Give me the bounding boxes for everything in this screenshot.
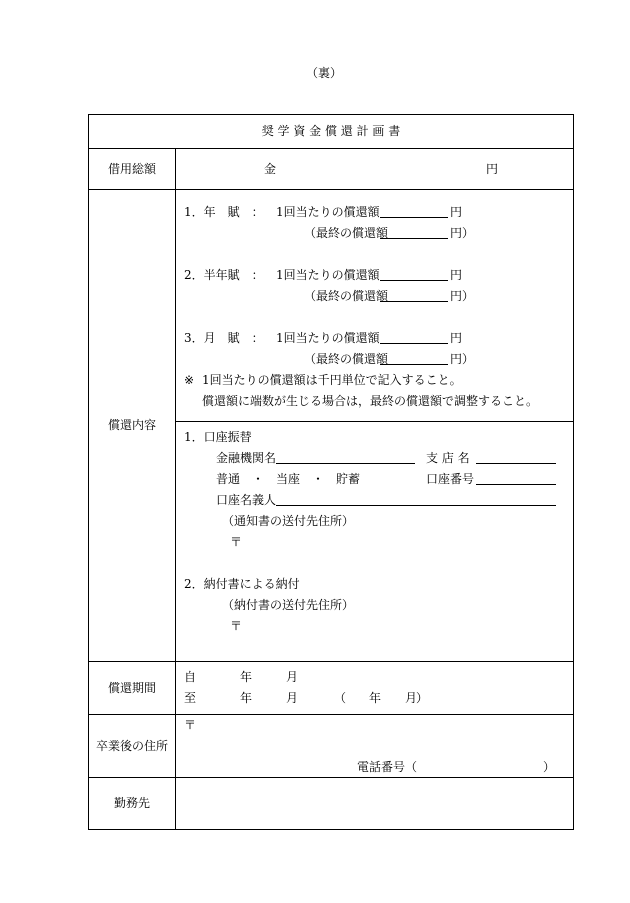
- transfer-heading: 1．口座振替: [184, 430, 252, 444]
- total-yen: 円: [486, 162, 499, 176]
- phone-close: ）: [543, 760, 556, 774]
- address-postal-mark: 〒: [184, 718, 197, 732]
- form-title: 奨 学 資 金 償 還 計 画 書: [261, 124, 401, 138]
- period-to: 至: [184, 691, 197, 705]
- rule-period: [89, 714, 573, 715]
- annual-per: 1回当たりの償還額: [276, 205, 380, 219]
- bank-label: 金融機関名: [216, 451, 277, 465]
- annual-last-line[interactable]: [380, 226, 448, 239]
- rule-total: [89, 189, 573, 190]
- workplace-label: 勤務先: [113, 796, 150, 810]
- branch-label: 支 店 名: [426, 451, 470, 465]
- monthly-per: 1回当たりの償還額: [276, 331, 380, 345]
- total-kin: 金: [264, 162, 277, 176]
- semi-per-line[interactable]: [380, 268, 448, 281]
- note-line2: 償還額に端数が生じる場合は，最終の償還額で調整すること。: [202, 394, 539, 408]
- period-to-year: 年: [240, 691, 253, 705]
- note-line1: 1回当たりの償還額は千円単位で記入すること。: [202, 373, 462, 387]
- period-duration-close: ）: [416, 691, 429, 705]
- bank-line[interactable]: [276, 451, 415, 464]
- rule-address: [89, 777, 573, 778]
- monthly-item: 3．月 賦 ：: [184, 331, 264, 345]
- slip-postal-mark: 〒: [230, 619, 243, 633]
- repayment-plan-form: [88, 114, 574, 830]
- monthly-per-yen: 円: [450, 331, 463, 345]
- semi-last-line[interactable]: [380, 289, 448, 302]
- notice-address-label: （通知書の送付先住所）: [222, 514, 355, 528]
- slip-address-label: （納付書の送付先住所）: [222, 598, 355, 612]
- annual-per-line[interactable]: [380, 205, 448, 218]
- monthly-last-yen: 円）: [450, 352, 475, 366]
- account-number-line[interactable]: [476, 472, 556, 485]
- phone-label: 電話番号（: [357, 760, 418, 774]
- semi-last: （最終の償還額: [304, 289, 389, 303]
- period-duration-open: （: [334, 691, 347, 705]
- monthly-per-line[interactable]: [380, 331, 448, 344]
- account-number-label: 口座番号: [426, 472, 475, 486]
- total-label: 借用総額: [107, 162, 156, 176]
- semi-last-yen: 円）: [450, 289, 475, 303]
- account-holder-line[interactable]: [276, 493, 556, 506]
- monthly-last-line[interactable]: [380, 352, 448, 365]
- page-side-label: （裏）: [306, 66, 343, 80]
- monthly-last: （最終の償還額: [304, 352, 389, 366]
- rule-repay-split: [175, 421, 573, 422]
- annual-item: 1．年 賦 ：: [184, 205, 264, 219]
- slip-heading: 2．納付書による納付: [184, 577, 300, 591]
- note-mark: ※: [184, 373, 195, 387]
- rule-content: [89, 661, 573, 662]
- period-duration-month: 月: [405, 691, 418, 705]
- period-duration-year: 年: [369, 691, 382, 705]
- semi-per: 1回当たりの償還額: [276, 268, 380, 282]
- account-type-options[interactable]: 普通 ・ 当座 ・ 貯蓄: [216, 472, 361, 486]
- period-from: 自: [184, 670, 197, 684]
- notice-postal-mark: 〒: [230, 535, 243, 549]
- period-from-year: 年: [240, 670, 253, 684]
- label-column-divider: [175, 148, 176, 829]
- period-to-month: 月: [286, 691, 299, 705]
- period-from-month: 月: [286, 670, 299, 684]
- branch-line[interactable]: [476, 451, 556, 464]
- rule-title: [89, 148, 573, 149]
- semi-per-yen: 円: [450, 268, 463, 282]
- repayment-label: 償還内容: [107, 418, 156, 432]
- period-label: 償還期間: [107, 681, 156, 695]
- address-label: 卒業後の住所: [95, 739, 168, 753]
- semi-item: 2．半年賦 ：: [184, 268, 264, 282]
- annual-last: （最終の償還額: [304, 226, 389, 240]
- annual-last-yen: 円）: [450, 226, 475, 240]
- annual-per-yen: 円: [450, 205, 463, 219]
- account-holder-label: 口座名義人: [216, 493, 277, 507]
